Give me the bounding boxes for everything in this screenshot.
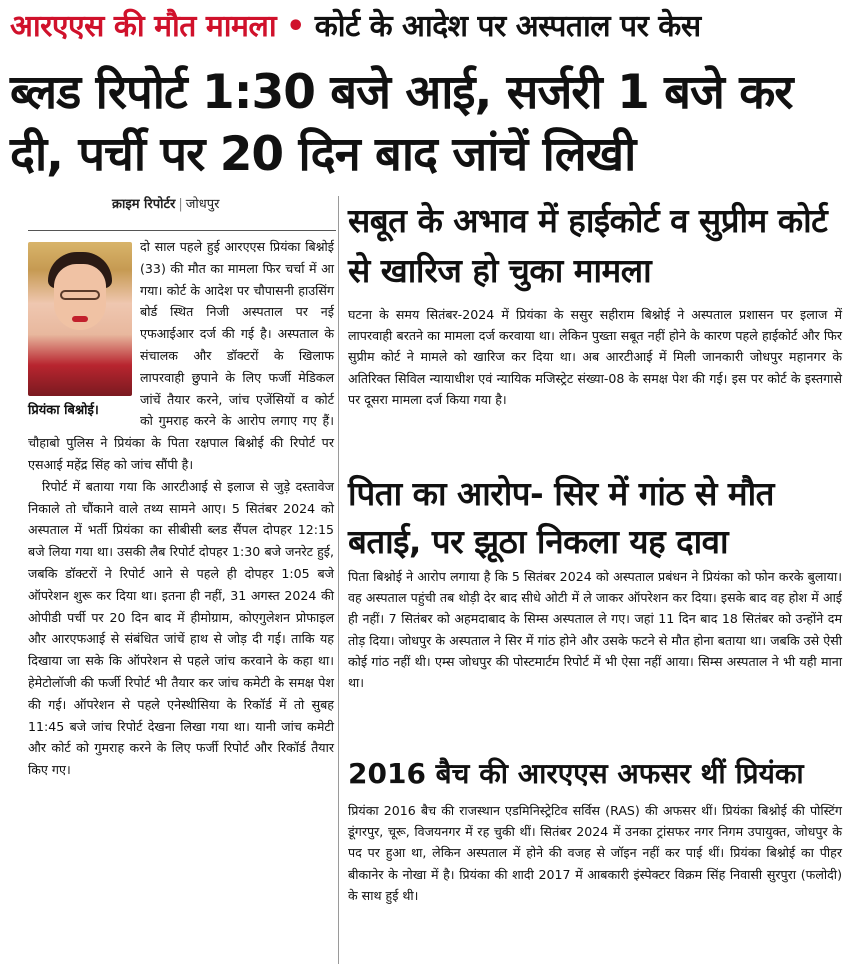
- subheading-3: 2016 बैच की आरएएस अफसर थीं प्रियंका: [348, 757, 804, 790]
- kicker-text: कोर्ट के आदेश पर अस्पताल पर केस: [314, 9, 701, 44]
- left-paragraph-2: रिपोर्ट में बताया गया कि आरटीआई से इलाज से जुड़े दस्तावेज निकाले तो चौंकाने वाले तथ्य सामने आए। 5 सितंबर 2024 को अस्पताल में भर्ती प्रियंका का सीबीसी ब्लड सैंपल दोपहर 12:15 बजे लिया गया था। उसकी लैब रिपोर्ट दोपहर 1:30 बजे जनरेट हुई, जबकि डॉक्टरों ने रिपोर्ट आने से पहले ही दोपहर 1:05 बजे ऑपरेशन शुरू कर दिया था। इतना ही नहीं, 31 अगस्त 2024 की ओपीडी पर्ची पर 20 दिन बाद में हीमोग्राम, कोएगुलेशन प्रोफाइल और आरएफआई से संबंधित जांचें हाथ से जोड़ दी गई। ताकि यह दिखाया जा सके कि ऑपरेशन से पहले जांच करवाने के कहा था। हेमेटोलॉजी की फर्जी रिपोर्ट भी तैयार कर जांच कमेटी के समक्ष पेश की गई। ऑपरेशन से पहले एनेस्थीसिया के रिकॉर्ड में तो सुबह 11:45 बजे जांच रिपोर्ट देखना लिखा गया था। यानी जांच कमेटी और कोर्ट को गुमराह करने के लिए फर्जी रिपोर्ट और रिकॉर्ड तैयार किए गए।: [28, 478, 334, 778]
- photo-box: [28, 242, 132, 430]
- left-paragraph-1: दो साल पहले हुई आरएएस प्रियंका बिश्नोई (33) की मौत का मामला फिर चर्चा में आ गया। कोर्ट के आदेश पर चौपासनी हाउसिंग बोर्ड स्थित निजी अस्पताल पर नई एफआईआर दर्ज की गई है। अस्पताल के संचालक और डॉक्टरों के खिलाफ लापरवाही छुपाने के लिए फर्जी मेडिकल जांचें तैयार करने, जांच एजेंसियों व कोर्ट को गुमराह करने के आरोप लगाए गए हैं। चौहाबो पुलिस ने प्रियंका के पिता रक्षपाल बिश्नोई की रिपोर्ट पर एसआई महेंद्र सिंह को जांच सौंपी है।: [28, 239, 334, 472]
- byline-author: क्राइम रिपोर्टर: [112, 197, 176, 212]
- subheading-2: पिता का आरोप- सिर में गांठ से मौत बताई, पर झूठा निकला यह दावा: [348, 474, 774, 561]
- right-paragraph-2: पिता बिश्नोई ने आरोप लगाया है कि 5 सितंबर 2024 को अस्पताल प्रबंधन ने प्रियंका को फोन करके बुलाया। वह अस्पताल पहुंची तब थोड़ी देर बाद सीधे ओटी में ले जाकर ऑपरेशन कर दिया। इसके बाद वह होश में आई ही नहीं। 7 सितंबर को अहमदाबाद के सिम्स अस्पताल ले गए। जहां 11 दिन बाद 18 सितंबर को उन्होंने दम तोड़ दिया। जोधपुर के अस्पताल ने सिर में गांठ होने और उसके फटने से मौत होना बताया था। जबकि उसे ऐसी कोई गांठ नहीं थी। एम्स जोधपुर की पोस्टमार्टम रिपोर्ट में भी ऐसा नहीं आया। सिम्स अस्पताल ने भी यही माना था।: [348, 569, 842, 691]
- column-divider: [338, 196, 339, 964]
- photo-lips: [72, 316, 88, 322]
- byline-separator: |: [178, 197, 183, 212]
- kicker-bullet: •: [286, 9, 305, 44]
- right-column: [348, 196, 842, 410]
- subheading-1: सबूत के अभाव में हाईकोर्ट व सुप्रीम कोर्ट से खारिज हो चुका मामला: [348, 201, 828, 290]
- kicker-line: [10, 4, 843, 44]
- right-paragraph-1: घटना के समय सितंबर-2024 में प्रियंका के ससुर सहीराम बिश्नोई ने अस्पताल प्रशासन पर इलाज में लापरवाही बरतने का मामला दर्ज करवाया था। लेकिन पुख्ता सबूत नहीं होने के कारण पहले हाईकोर्ट और फिर सुप्रीम कोर्ट ने मामले को खारिज कर दिया था। अब आरटीआई में मिली जानकारी जोधपुर महानगर के अतिरिक्त सिविल न्यायाधीश एवं न्यायिक मजिस्ट्रेट संख्या-08 के समक्ष पेश की गई। इस पर कोर्ट के इस्तगासे पर दूसरा मामला दर्ज किया गया है।: [348, 307, 842, 407]
- photo-glasses: [60, 290, 100, 300]
- left-column: [28, 236, 334, 781]
- photo-caption: प्रियंका बिश्नोई।: [28, 403, 99, 418]
- headline: ब्लड रिपोर्ट 1:30 बजे आई, सर्जरी 1 बजे कर दी, पर्ची पर 20 दिन बाद जांचें लिखी: [10, 65, 793, 182]
- portrait-photo: [28, 242, 132, 396]
- byline: [112, 194, 219, 212]
- right-paragraph-3: प्रियंका 2016 बैच की राजस्थान एडमिनिस्ट्रेटिव सर्विस (RAS) की अफसर थीं। प्रियंका बिश्नोई की पोस्टिंग डूंगरपुर, चूरू, विजयनगर में रह चुकी थीं। सितंबर 2024 में उनका ट्रांसफर नगर निगम उपायुक्त, जोधपुर के पद पर हुआ था, लेकिन अस्पताल में होने की वजह से जॉइन नहीं कर पाई थीं। प्रियंका बिश्नोई का पीहर बीकानेर के नोखा में है। प्रियंका की शादी 2017 में आबकारी इंस्पेक्टर विक्रम सिंह निवासी सुरपुरा (फलोदी) के साथ हुई थी।: [348, 803, 842, 903]
- left-column-top-rule: [28, 230, 336, 231]
- kicker-red: आरएएस की मौत मामला: [10, 9, 277, 44]
- byline-city: जोधपुर: [185, 197, 220, 212]
